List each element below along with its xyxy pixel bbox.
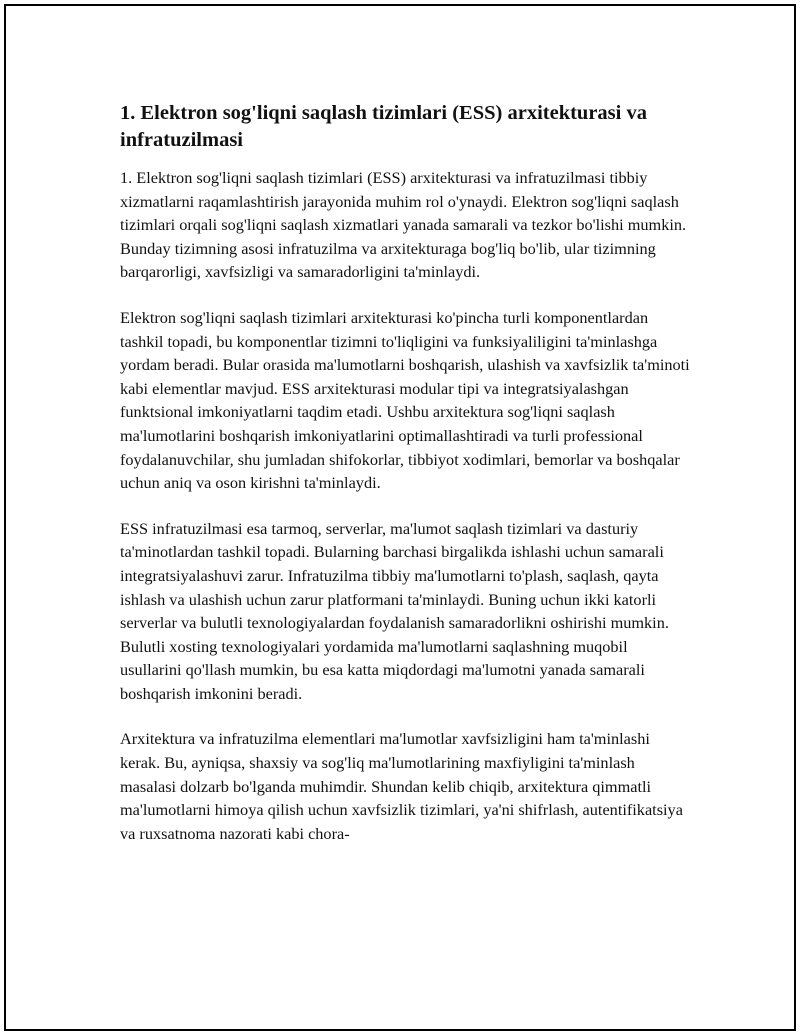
paragraph-3: ESS infratuzilmasi esa tarmoq, serverlar, ma'lumot saqlash tizimlari va dasturiy ta'minotlardan tashkil topadi. Bularning barchasi birgalikda ishlashi uchun samarali integratsiyalashuvi zarur. Infratuzilma tibbiy ma'lumotlarni to'plash, saqlash, qayta ishlash va ulashish uchun zarur platformani ta'minlaydi. Buning uchun ikki katorli serverlar va bulutli texnologiyalardan foydalanish samaradorlikni oshirishi mumkin. Bulutli xosting texnologiyalari yordamida ma'lumotlarni saqlashning muqobil usullarini qo'llash mumkin, bu esa katta miqdordagi ma'lumotni yanada samarali boshqarish imkonini beradi. bbox=[120, 518, 669, 703]
paragraph-1: 1. Elektron sog'liqni saqlash tizimlari (ESS) arxitekturasi va infratuzilmasi tibbiy xizmatlarni raqamlashtirish jarayonida muhim rol o'ynaydi. Elektron sog'liqni saqlash tizimlari orqali sog'liqni saqlash xizmatlari yanada samarali va tezkor bo'lishi mumkin. Bunday tizimning asosi infratuzilma va arxitekturaga bog'liq bo'lib, ular tizimning barqarorligi, xavfsizligi va samaradorligini ta'minlaydi. bbox=[120, 168, 687, 282]
document-body bbox=[120, 100, 692, 867]
paragraph-4: Arxitektura va infratuzilma elementlari ma'lumotlar xavfsizligini ham ta'minlashi kerak. Bu, ayniqsa, shaxsiy va sog'liq ma'lumotlarining maxfiyligini ta'minlash masalasi dolzarb bo'lganda muhimdir. Shundan kelib chiqib, arxitektura qimmatli ma'lumotlarni himoya qilish uchun xavfsizlik tizimlari, ya'ni shifrlash, autentifikatsiya va ruxsatnoma nazorati kabi chora- bbox=[120, 729, 683, 843]
paragraph-2: Elektron sog'liqni saqlash tizimlari arxitekturasi ko'pincha turli komponentlardan tashkil topadi, bu komponentlar tizimni to'liqligini va funksiyaliligini ta'minlashga yordam beradi. Bular orasida ma'lumotlarni boshqarish, ulashish va xavfsizlik ta'minoti kabi elementlar mavjud. ESS arxitekturasi modular tipi va integratsiyalashgan funktsional imkoniyatlarni taqdim etadi. Ushbu arxitektura sog'liqni saqlash ma'lumotlarini boshqarish imkoniyatlarini optimallashtiradi va turli professional foydalanuvchilar, shu jumladan shifokorlar, tibbiyot xodimlari, bemorlar va boshqalar uchun aniq va oson kirishni ta'minlaydi. bbox=[120, 307, 690, 493]
page-frame bbox=[4, 4, 796, 1031]
section-heading: 1. Elektron sog'liqni saqlash tizimlari (ESS) arxitekturasi va infratuzilmasi bbox=[120, 102, 647, 151]
